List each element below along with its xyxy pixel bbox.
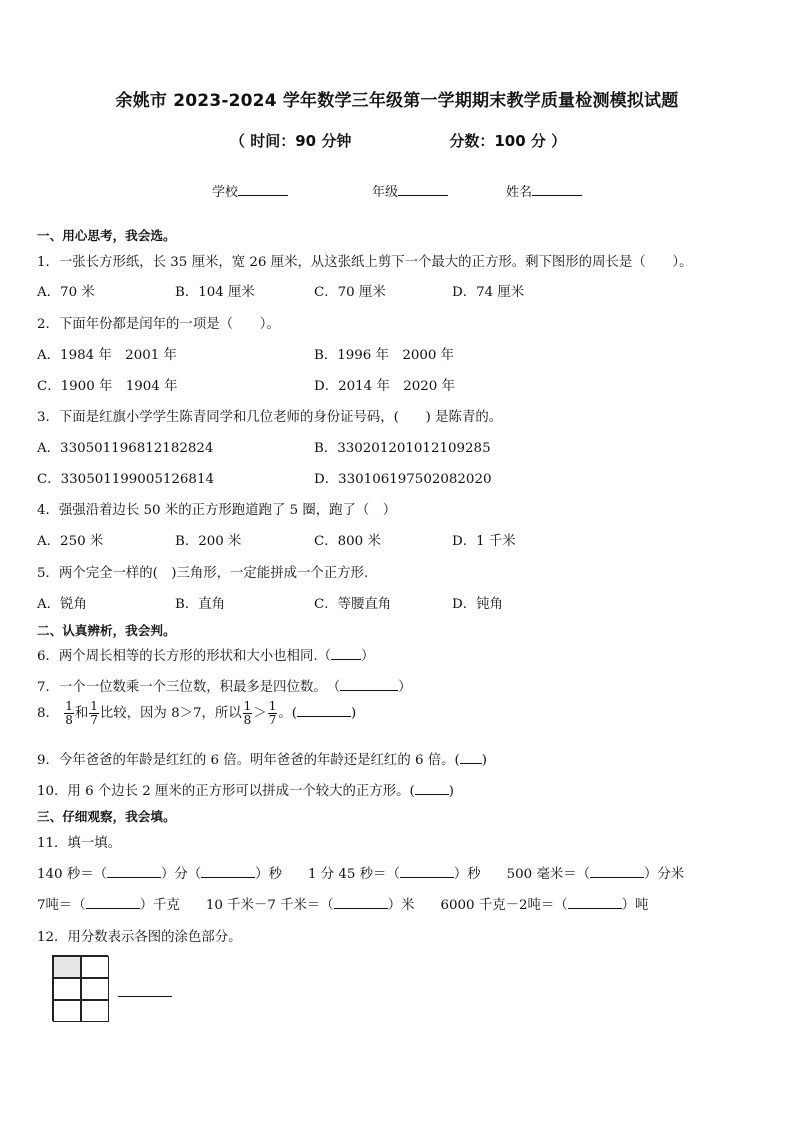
q11-r2-label-d: ）米 [387, 898, 415, 913]
q5-option-c: C．等腰直角 [314, 597, 392, 612]
q11-r2-label-b: ）千克 [139, 898, 180, 913]
q2-option-d: D．2014 年 2020 年 [314, 379, 455, 394]
q11-r2-label-e: 6000 千克－2吨＝（ [440, 898, 568, 913]
q9-text: 9．今年爸爸的年龄是红红的 6 倍。明年爸爸的年龄还是红红的 6 倍。( [37, 753, 460, 768]
q11-r1-label-f: 500 毫米＝（ [506, 867, 591, 882]
q11-r1-label-g: ）分米 [644, 867, 685, 882]
exam-score: 分数：100 分 ） [449, 132, 567, 150]
q11-row-1 [37, 863, 684, 882]
q11-blank-6[interactable] [334, 896, 388, 909]
q6-answer-blank[interactable] [331, 647, 361, 660]
q8-fraction-3: $\frac{1}{8}$ [243, 699, 252, 727]
grid-cell [81, 978, 109, 1000]
q1-option-b: B．104 厘米 [175, 285, 255, 300]
section-1-heading: 一、用心思考，我会选。 [37, 228, 176, 243]
grid-cell-shaded [53, 956, 81, 978]
q1-option-c: C．70 厘米 [314, 285, 386, 300]
q4-option-b: B．200 米 [175, 534, 242, 549]
q4-option-c: C．800 米 [314, 534, 381, 549]
q10 [37, 780, 454, 799]
q8-fraction-1: $\frac{1}{8}$ [65, 699, 73, 727]
q11-r2-label-a: 7吨＝（ [37, 898, 86, 913]
grid-cell [81, 956, 109, 978]
q8-mid: 和 [74, 706, 89, 721]
q8-tail-close: ) [350, 706, 357, 721]
fraction-grid-figure [52, 955, 108, 1021]
q2-option-b: B．1996 年 2000 年 [314, 348, 455, 363]
q11-blank-1[interactable] [107, 865, 161, 878]
q6-tail: ） [360, 649, 375, 664]
q7-text: 7．一个一位数乘一个三位数，积最多是四位数。 （ [37, 680, 341, 695]
q6-text: 6．两个周长相等的长方形的形状和大小也相同.（ [37, 649, 331, 664]
page-title: 余姚市 2023-2024 学年数学三年级第一学期期末教学质量检测模拟试题 [115, 91, 679, 111]
q11-stem: 11．填一填。 [37, 836, 121, 851]
q4-option-d: D．1 千米 [452, 534, 516, 549]
q8-answer-blank[interactable] [297, 704, 351, 717]
grade-blank [398, 182, 448, 196]
grid-cell [53, 978, 81, 1000]
q11-r1-label-d: 1 分 45 秒＝（ [307, 867, 400, 882]
q5-option-d: D．钝角 [452, 597, 503, 612]
q2-option-c: C．1900 年 1904 年 [37, 379, 178, 394]
q11-blank-3[interactable] [400, 865, 454, 878]
q9-answer-blank[interactable] [460, 751, 482, 764]
school-blank [238, 182, 288, 196]
q11-blank-5[interactable] [86, 896, 140, 909]
q10-tail: ) [448, 784, 454, 799]
school-field [212, 181, 288, 200]
grid-cell [81, 1000, 109, 1022]
name-label: 姓名 [506, 185, 533, 200]
q11-blank-7[interactable] [568, 896, 622, 909]
q11-blank-4[interactable] [590, 865, 644, 878]
q8-greater-than: ＞ [253, 706, 267, 721]
section-2-heading: 二、认真辨析，我会判。 [37, 623, 176, 638]
q7-answer-blank[interactable] [340, 678, 398, 691]
q3-stem: 3．下面是红旗小学学生陈青同学和几位老师的身份证号码，( ) 是陈青的。 [37, 410, 503, 425]
q5-stem: 5．两个完全一样的( )三角形，一定能拼成一个正方形. [37, 566, 369, 581]
q10-text: 10．用 6 个边长 2 厘米的正方形可以拼成一个较大的正方形。( [37, 784, 415, 799]
section-3-heading: 三、仔细观察，我会填。 [37, 809, 176, 824]
q11-r1-label-e: ）秒 [453, 867, 481, 882]
grade-label: 年级 [372, 185, 399, 200]
q11-r1-label-c: ）秒 [255, 867, 282, 882]
q4-option-a: A．250 米 [37, 534, 104, 549]
q3-option-a: A．330501196812182824 [37, 441, 214, 456]
name-field [506, 181, 582, 200]
school-label: 学校 [212, 185, 239, 200]
q3-option-b: B．330201201012109285 [314, 441, 491, 456]
q3-option-d: D．330106197502082020 [314, 472, 492, 487]
q9 [37, 749, 487, 768]
q1-option-d: D．74 厘米 [452, 285, 525, 300]
q1-option-a: A．70 米 [37, 285, 95, 300]
q7 [37, 676, 412, 695]
q6 [37, 645, 374, 664]
q5-option-a: A．锐角 [37, 597, 87, 612]
q7-tail: ） [398, 680, 412, 695]
q5-option-b: B．直角 [175, 597, 226, 612]
q11-row-2 [37, 894, 648, 913]
grade-field [372, 181, 448, 200]
exam-info [230, 130, 566, 151]
q9-tail: ) [481, 753, 487, 768]
q8 [37, 700, 356, 727]
q4-stem: 4．强强沿着边长 50 米的正方形跑道跑了 5 圈，跑了（ ） [37, 503, 397, 518]
name-blank [532, 182, 582, 196]
q1-stem: 1．一张长方形纸，长 35 厘米，宽 26 厘米，从这张纸上剪下一个最大的正方形。剩下图形的周长是（ ）。 [37, 255, 693, 270]
q2-stem: 2．下面年份都是闰年的一项是（ ）。 [37, 317, 280, 332]
q8-fraction-2: $\frac{1}{7}$ [90, 699, 98, 727]
exam-time: （ 时间：90 分钟 [230, 132, 352, 150]
q8-tail-open: 。( [278, 706, 297, 721]
q8-fraction-4: $\frac{1}{7}$ [268, 699, 277, 727]
q11-r1-label-b: ）分（ [161, 867, 202, 882]
q8-mid2: 比较，因为 8＞7，所以 [99, 706, 242, 721]
q3-option-c: C．330501199005126814 [37, 472, 214, 487]
q11-r2-label-f: ）吨 [621, 898, 649, 913]
q11-r2-label-c: 10 千米－7 千米＝（ [205, 898, 334, 913]
q11-r1-label-a: 140 秒＝（ [37, 867, 107, 882]
q12-answer-blank[interactable] [118, 996, 172, 997]
grid-cell [53, 1000, 81, 1022]
q8-prefix: 8． [37, 706, 59, 721]
q10-answer-blank[interactable] [415, 782, 449, 795]
q12-stem: 12．用分数表示各图的涂色部分。 [37, 930, 242, 945]
q11-blank-2[interactable] [201, 865, 255, 878]
q2-option-a: A．1984 年 2001 年 [37, 348, 177, 363]
